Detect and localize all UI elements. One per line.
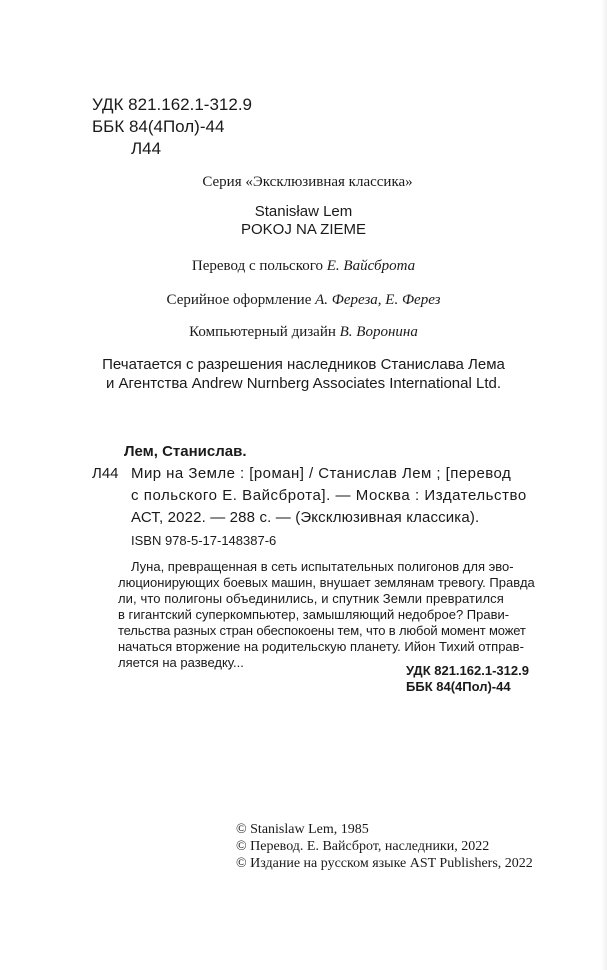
annotation-bbk: ББК 84(4Пол)-44 <box>406 679 511 694</box>
copyright-edition: © Издание на русском языке AST Publishers, 2022 <box>236 856 533 871</box>
annotation-line: в гигантский суперкомпьютер, замышляющий недоброе? Прави- <box>118 607 510 622</box>
catalog-mark: Л44 <box>92 465 119 482</box>
annotation-udk: УДК 821.162.1-312.9 <box>406 663 529 678</box>
translation-credit <box>0 258 607 275</box>
annotation-line: ли, что полигоны объединились, и спутник Земли превратился <box>118 591 504 606</box>
catalog-heading: Лем, Станислав. <box>124 443 247 460</box>
author-mark: Л44 <box>131 139 162 158</box>
permission-line-2: и Агентства Andrew Nurnberg Associates International Ltd. <box>105 375 502 392</box>
original-author: Stanisław Lem <box>254 203 353 220</box>
original-title: POKOJ NA ZIEME <box>240 221 367 238</box>
annotation-line: люционирующих боевых машин, внушает землянам тревогу. Правда <box>118 575 535 590</box>
catalog-description-1: Мир на Земле : [роман] / Станислав Лем ; [перевод <box>131 465 512 482</box>
design-prefix: Серийное оформление <box>166 292 312 308</box>
copyright-translation: © Перевод. Е. Вайсброт, наследники, 2022 <box>236 839 490 854</box>
udk-code: УДК 821.162.1-312.9 <box>92 95 253 114</box>
permission-line-1: Печатается с разрешения наследников Станислава Лема <box>102 356 505 373</box>
computer-designer-name: В. Воронина <box>339 324 418 340</box>
annotation-line: Луна, превращенная в сеть испытательных полигонов для эво- <box>131 559 514 574</box>
computer-design-credit <box>0 324 607 341</box>
bbk-code: ББК 84(4Пол)-44 <box>92 117 225 136</box>
translator-name: Е. Вайсброта <box>326 258 416 274</box>
translation-prefix: Перевод с польского <box>191 258 323 274</box>
annotation-line: начаться вторжение на родительскую планету. Ийон Тихий отправ- <box>118 639 524 654</box>
catalog-description-3: АСТ, 2022. — 288 с. — (Эксклюзивная классика). <box>131 509 480 526</box>
computer-design-prefix: Компьютерный дизайн <box>189 324 336 340</box>
copyright-author: © Stanislaw Lem, 1985 <box>236 822 369 837</box>
annotation-line: ляется на разведку... <box>118 655 244 670</box>
series-design-credit <box>0 292 607 309</box>
designer-name: А. Фереза, Е. Ферез <box>315 292 441 308</box>
isbn: ISBN 978-5-17-148387-6 <box>131 533 277 548</box>
series-name: Серия «Эксклюзивная классика» <box>202 174 413 190</box>
catalog-description-2: с польского Е. Вайсброта]. — Москва : Издательство <box>131 487 527 504</box>
page-edge-shadow <box>601 0 607 970</box>
annotation-line: тельства разных стран обеспокоены тем, что в любой момент может <box>118 623 526 638</box>
